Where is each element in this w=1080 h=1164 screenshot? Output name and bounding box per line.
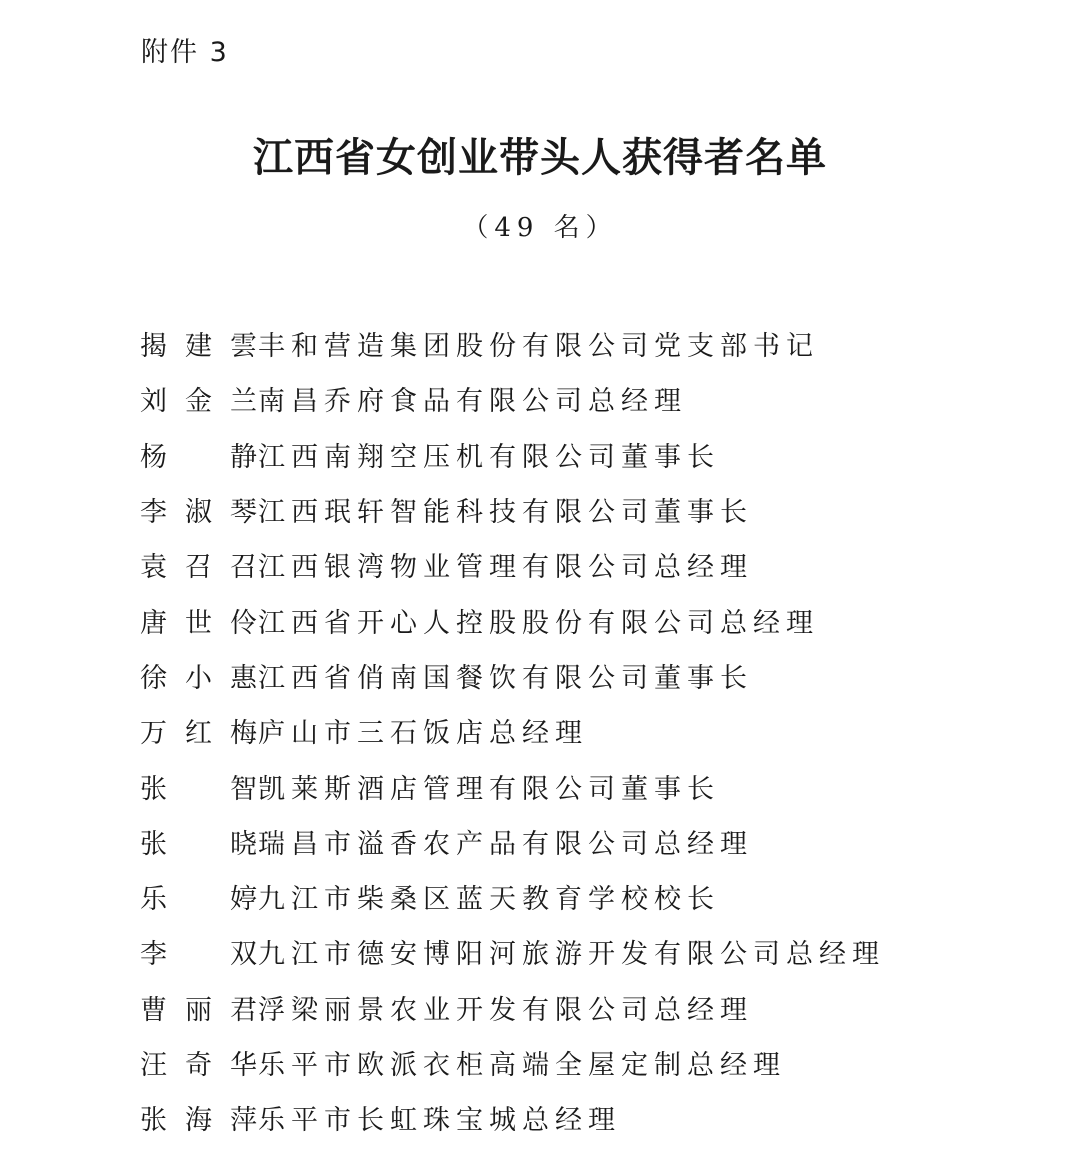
recipient-name: 万红梅 — [140, 718, 258, 750]
list-item — [140, 648, 885, 703]
recipient-name: 张 晓 — [140, 828, 258, 860]
list-item — [140, 1090, 885, 1145]
recipient-name: 汪奇华 — [140, 1050, 258, 1081]
list-item — [140, 924, 885, 979]
recipient-title: 九江市柴桑区蓝天教育学校校长 — [258, 884, 720, 916]
list-item — [140, 316, 885, 371]
list-item — [140, 537, 885, 592]
recipient-name: 曹丽君 — [140, 994, 258, 1026]
list-item — [140, 482, 885, 537]
document-title: 江西省女创业带头人获得者名单 — [253, 134, 827, 181]
recipient-title: 庐山市三石饭店总经理 — [258, 718, 588, 750]
recipient-title: 江西省俏南国餐饮有限公司董事长 — [258, 662, 753, 694]
list-item — [140, 758, 885, 813]
list-item — [140, 371, 885, 426]
list-item — [140, 703, 885, 758]
recipient-title: 江西珉轩智能科技有限公司董事长 — [258, 497, 753, 529]
recipient-name: 袁召召 — [140, 552, 258, 584]
list-item — [140, 814, 885, 869]
list-item — [140, 427, 885, 482]
recipient-name: 徐小惠 — [140, 662, 258, 694]
recipient-name: 张海萍 — [140, 1105, 258, 1137]
recipient-title: 凯莱斯酒店管理有限公司董事长 — [258, 773, 720, 805]
recipient-name: 李 双 — [140, 939, 258, 971]
list-item — [140, 980, 885, 1035]
recipient-name: 张 智 — [140, 773, 258, 805]
recipient-title: 南昌乔府食品有限公司总经理 — [258, 386, 687, 418]
recipient-name: 唐世伶 — [140, 607, 258, 639]
recipient-title: 乐平市长虹珠宝城总经理 — [258, 1105, 621, 1137]
attachment-label: 附件 3 — [141, 37, 229, 68]
recipient-name: 揭建雲 — [140, 331, 258, 363]
recipient-name: 李淑琴 — [140, 497, 258, 529]
recipient-title: 九江市德安博阳河旅游开发有限公司总经理 — [258, 939, 885, 971]
recipient-title: 丰和营造集团股份有限公司党支部书记 — [258, 331, 819, 363]
list-item — [140, 592, 885, 647]
recipient-name: 乐 婷 — [140, 884, 258, 916]
recipient-title: 江西银湾物业管理有限公司总经理 — [258, 552, 753, 584]
recipient-title: 江西省开心人控股股份有限公司总经理 — [258, 607, 819, 639]
list-item — [140, 869, 885, 924]
recipient-list — [140, 316, 885, 1145]
recipient-name: 刘金兰 — [140, 386, 258, 418]
recipient-title: 瑞昌市溢香农产品有限公司总经理 — [258, 828, 753, 860]
recipient-title: 浮梁丽景农业开发有限公司总经理 — [258, 994, 753, 1026]
recipient-name: 杨 静 — [140, 441, 258, 473]
recipient-title: 江西南翔空压机有限公司董事长 — [258, 441, 720, 473]
document-subtitle: （49 名） — [462, 213, 618, 243]
recipient-title: 乐平市欧派衣柜高端全屋定制总经理 — [258, 1050, 786, 1081]
list-item — [140, 1035, 885, 1090]
